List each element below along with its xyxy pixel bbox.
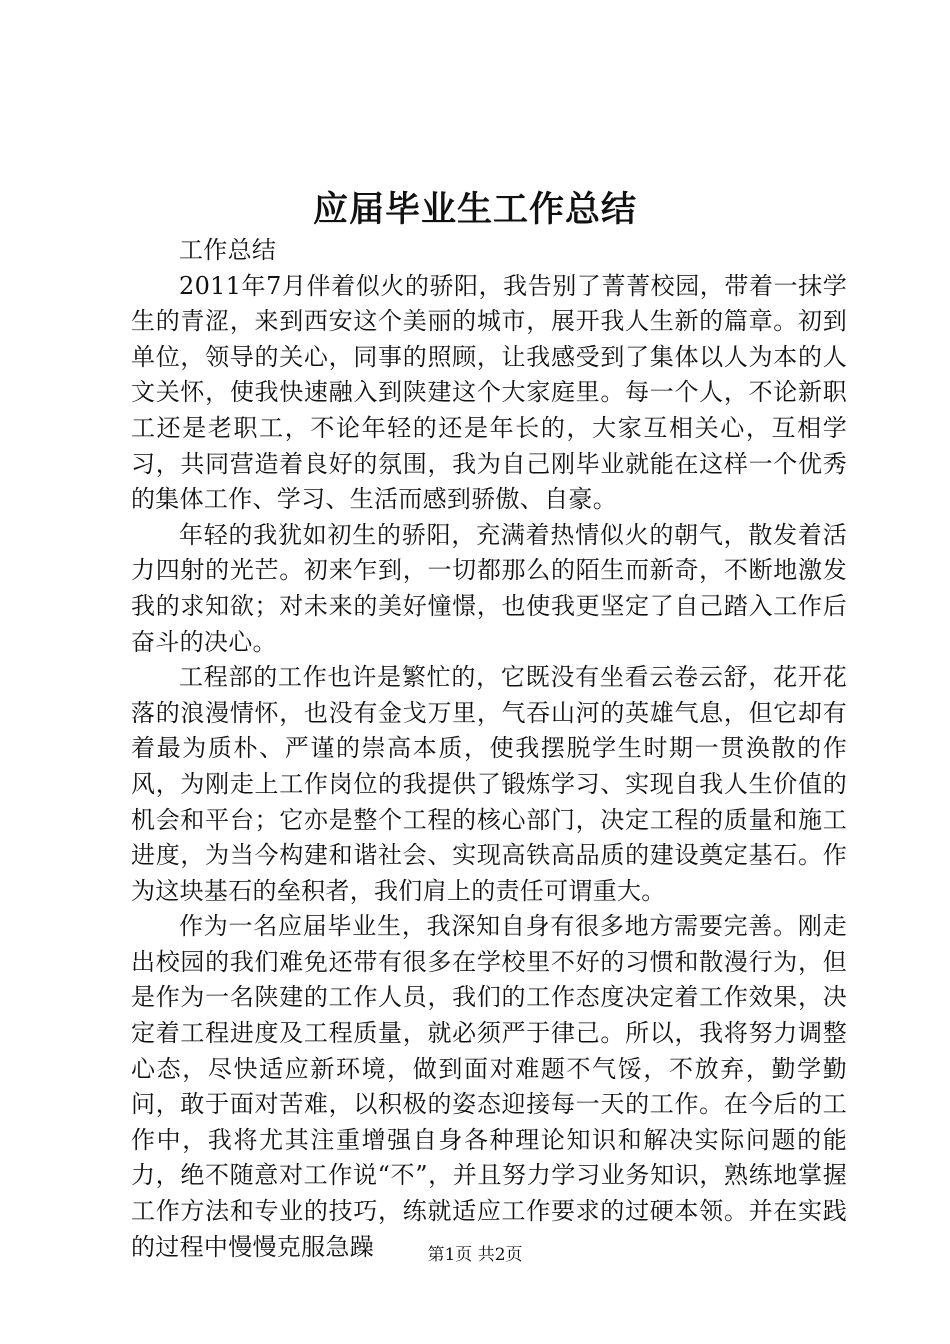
page-number-footer: 第1页 共2页 <box>427 1245 523 1265</box>
document-body <box>131 233 847 1265</box>
document-title: 应届毕业生工作总结 <box>312 190 637 230</box>
section-heading: 工作总结 <box>179 236 277 264</box>
paragraph: 年轻的我犹如初生的骄阳，充满着热情似火的朝气，散发着活力四射的光芒。初来乍到，一切都那么的陌生而新奇，不断地激发我的求知欲；对未来的美好憧憬，也使我更坚定了自己踏入工作后奋斗的决心。 <box>131 520 847 656</box>
paragraph: 作为一名应届毕业生，我深知自身有很多地方需要完善。刚走出校园的我们难免还带有很多在学校里不好的习惯和散漫行为，但是作为一名陕建的工作人员，我们的工作态度决定着工作效果，决定着工程进度及工程质量，就必须严于律己。所以，我将努力调整心态，尽快适应新环境，做到面对难题不气馁，不放弃，勤学勤问，敢于面对苦难，以积极的姿态迎接每一天的工作。在今后的工作中，我将尤其注重增强自身各种理论知识和解决实际问题的能力，绝不随意对工作说“不”，并且努力学习业务知识，熟练地掌握工作方法和专业的技巧，练就适应工作要求的过硬本领。并在实践的过程中慢慢克服急躁 <box>131 912 847 1261</box>
paragraph: 工程部的工作也许是繁忙的，它既没有坐看云卷云舒，花开花落的浪漫情怀，也没有金戈万里，气吞山河的英雄气息，但它却有着最为质朴、严谨的崇高本质，使我摆脱学生时期一贯涣散的作风，为刚走上工作岗位的我提供了锻炼学习、实现自我人生价值的机会和平台；它亦是整个工程的核心部门，决定工程的质量和施工进度，为当今构建和谐社会、实现高铁高品质的建设奠定基石。作为这块基石的垒积者，我们肩上的责任可谓重大。 <box>131 663 847 905</box>
paragraph: 2011年7月伴着似火的骄阳，我告别了菁菁校园，带着一抹学生的青涩，来到西安这个美丽的城市，展开我人生新的篇章。初到单位，领导的关心，同事的照顾，让我感受到了集体以人为本的人文关怀，使我快速融入到陕建这个大家庭里。每一个人，不论新职工还是老职工，不论年轻的还是年长的，大家互相关心，互相学习，共同营造着良好的氛围，我为自己刚毕业就能在这样一个优秀的集体工作、学习、生活而感到骄傲、自豪。 <box>131 271 847 514</box>
